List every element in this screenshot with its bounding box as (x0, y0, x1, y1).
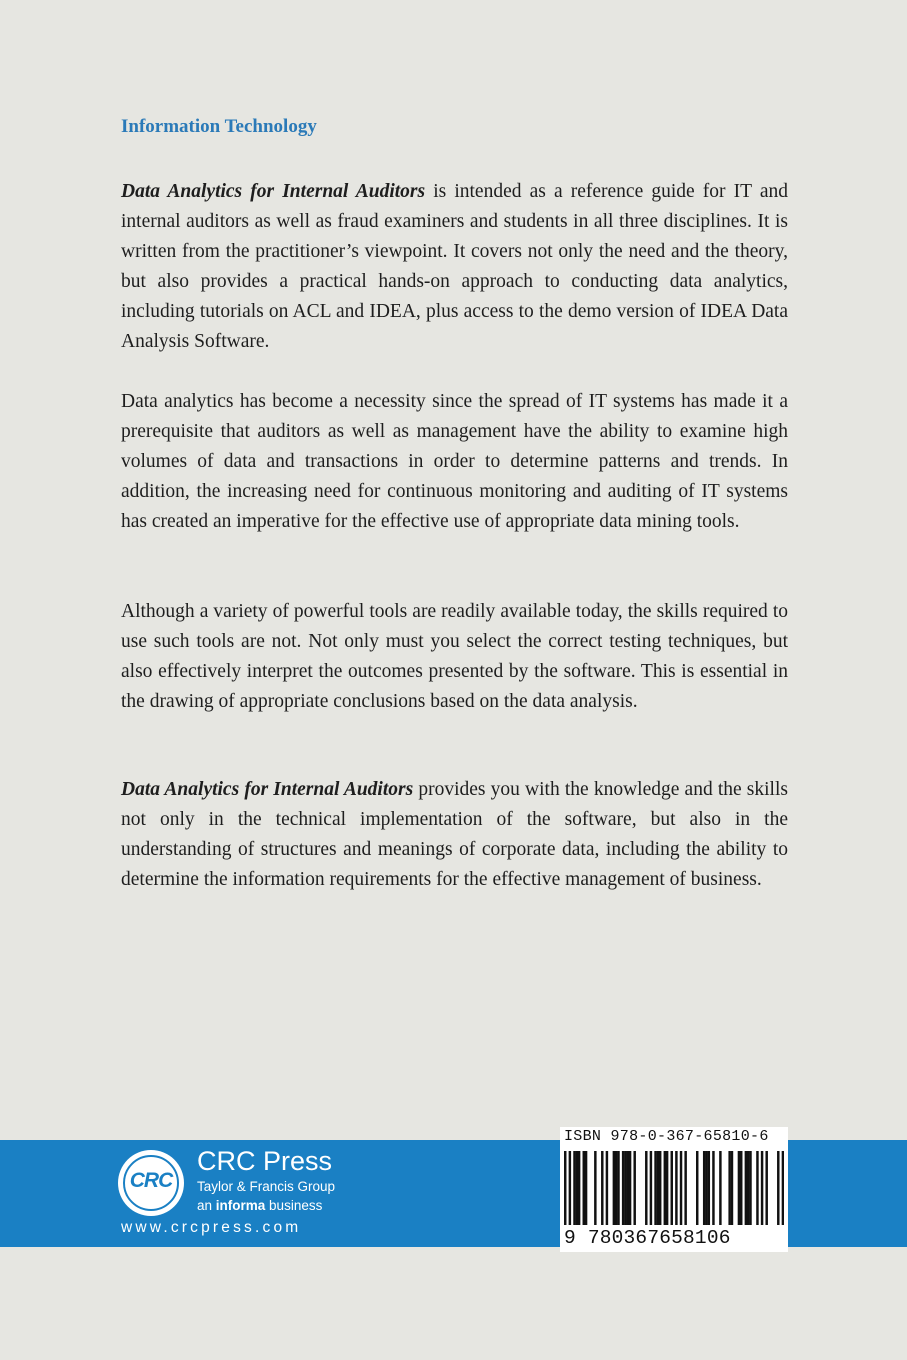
barcode-bar (696, 1151, 698, 1225)
barcode-bar (578, 1151, 580, 1225)
barcode-bar (573, 1151, 575, 1225)
barcode-bar (747, 1151, 749, 1225)
barcode-bar (615, 1151, 617, 1225)
barcode-bar (666, 1151, 668, 1225)
barcode-bar (576, 1151, 578, 1225)
barcode-bar (675, 1151, 677, 1225)
barcode-bar (756, 1151, 758, 1225)
description-paragraph-4 (121, 775, 788, 895)
book-title: Data Analytics for Internal Auditors (121, 779, 414, 800)
barcode-bar (657, 1151, 659, 1225)
barcode-bar (629, 1151, 631, 1225)
publisher-subsidiary (197, 1198, 322, 1213)
paragraph-text: provides you with the knowledge and the skills not only in the technical implementation of the software, but also in the understanding of structures and meanings of corporate data, including the ability to determine the information requirements for the effective management of business. (121, 779, 788, 890)
paragraph-text: Although a variety of powerful tools are readily available today, the skills required to use such tools are not. Not only must you select the correct testing techniques, but also effectively interpret the outcomes presented by the software. This is essential in the drawing of appropriate conclusions based on the data analysis. (121, 601, 788, 712)
paragraph-text: Data analytics has become a necessity since the spread of IT systems has made it a prerequisite that auditors as well as management have the ability to examine high volumes of data and transactions in order to determine patterns and trends. In addition, the increasing need for continuous monitoring and auditing of IT systems has created an imperative for the effective use of appropriate data mining tools. (121, 391, 788, 532)
barcode-bar (564, 1151, 566, 1225)
barcode-bar (680, 1151, 682, 1225)
barcode-bar (617, 1151, 619, 1225)
isbn-barcode (560, 1127, 788, 1252)
publisher-url: www.crcpress.com (121, 1219, 302, 1236)
barcode-bar (654, 1151, 656, 1225)
barcode-bar (622, 1151, 624, 1225)
barcode-bars (564, 1151, 784, 1231)
barcode-bar (765, 1151, 767, 1225)
barcode-bar (594, 1151, 596, 1225)
crc-logo-icon (118, 1150, 184, 1216)
barcode-bar (705, 1151, 707, 1225)
barcode-bar (684, 1151, 686, 1225)
barcode-bar (633, 1151, 635, 1225)
barcode-bar (671, 1151, 673, 1225)
barcode-bar (708, 1151, 710, 1225)
barcode-bar (606, 1151, 608, 1225)
book-title: Data Analytics for Internal Auditors (121, 181, 426, 202)
barcode-bar (738, 1151, 740, 1225)
ean-first-digit: 9 (564, 1227, 576, 1249)
barcode-bar (728, 1151, 730, 1225)
barcode-bar (719, 1151, 721, 1225)
barcode-bar (583, 1151, 585, 1225)
barcode-bar (659, 1151, 661, 1225)
barcode-bar (585, 1151, 587, 1225)
barcode-bar (613, 1151, 615, 1225)
subsidiary-prefix: an (197, 1198, 216, 1213)
description-paragraph-1 (121, 177, 788, 357)
publisher-group: Taylor & Francis Group (197, 1179, 336, 1194)
barcode-bar (627, 1151, 629, 1225)
subsidiary-suffix: business (265, 1198, 323, 1213)
barcode-bar (624, 1151, 626, 1225)
barcode-bar (745, 1151, 747, 1225)
barcode-bar (782, 1151, 784, 1225)
ean-main-digits: 780367658106 (587, 1227, 731, 1249)
barcode-bar (645, 1151, 647, 1225)
publisher-name: CRC Press (197, 1146, 333, 1176)
barcode-bar (731, 1151, 733, 1225)
isbn-label: ISBN 978-0-367-65810-6 (564, 1128, 769, 1145)
barcode-bar (703, 1151, 705, 1225)
ean-digits (564, 1227, 786, 1249)
barcode-bar (740, 1151, 742, 1225)
description-paragraph-2 (121, 387, 788, 537)
barcode-bar (569, 1151, 571, 1225)
barcode-bar (601, 1151, 603, 1225)
paragraph-text: is intended as a reference guide for IT and internal auditors as well as fraud examiners and students in all three disciplines. It is written from the practitioner’s viewpoint. It covers not only the need and the theory, but also provides a practical hands-on approach to conducting data analytics, including tutorials on ACL and IDEA, plus access to the demo version of IDEA Data Analysis Software. (121, 181, 788, 352)
barcode-bar (777, 1151, 779, 1225)
logo-text: CRC (129, 1169, 173, 1192)
barcode-bar (749, 1151, 751, 1225)
barcode-bar (712, 1151, 714, 1225)
barcode-bar (761, 1151, 763, 1225)
subsidiary-brand: informa (215, 1198, 266, 1213)
barcode-bar (650, 1151, 652, 1225)
barcode-bar (664, 1151, 666, 1225)
category-label: Information Technology (121, 116, 317, 137)
description-paragraph-3 (121, 597, 788, 717)
